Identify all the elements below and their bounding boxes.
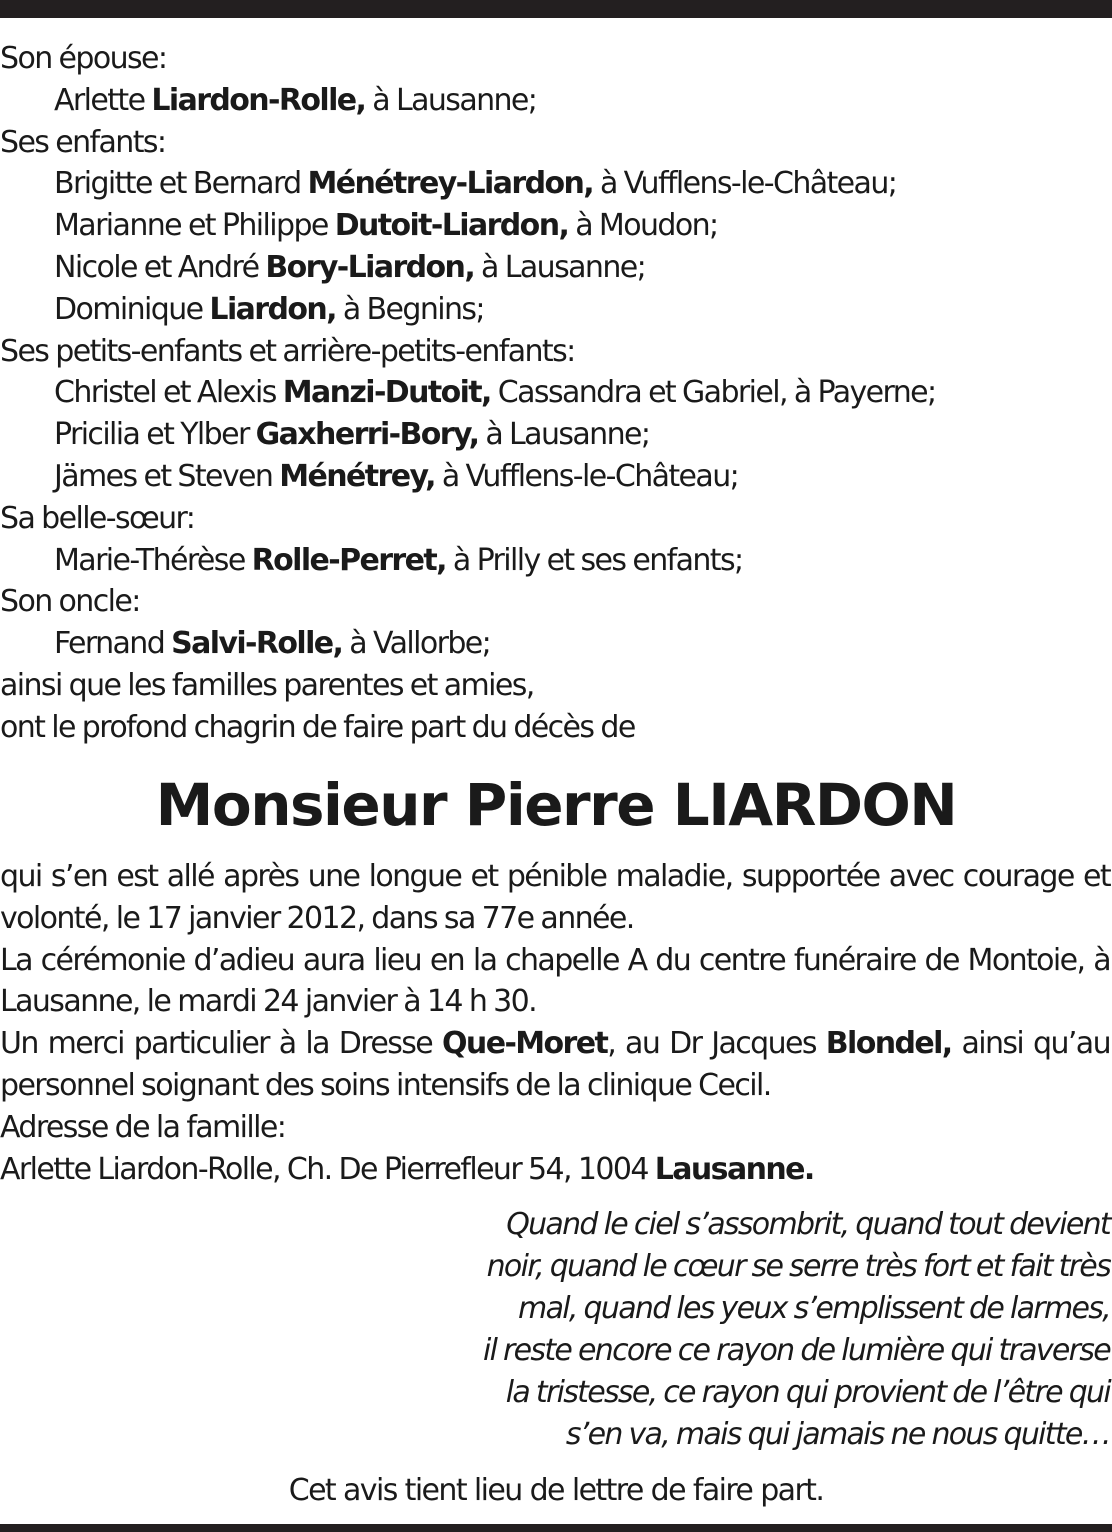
member-given-names: Fernand — [54, 626, 172, 662]
family-member — [0, 163, 1110, 205]
address-label: Adresse de la famille: — [0, 1109, 286, 1145]
member-surname: Manzi-Dutoit, — [282, 375, 491, 411]
member-given-names: Jämes et Steven — [54, 458, 280, 494]
member-surname: Ménétrey, — [279, 458, 435, 494]
bottom-rule — [0, 1524, 1112, 1532]
member-location: à Prilly et ses enfants; — [445, 542, 743, 578]
family-member — [0, 414, 1110, 456]
poem-line: Quand le ciel s’assombrit, quand tout devient — [506, 1207, 1110, 1242]
member-location: à Moudon; — [568, 208, 718, 244]
notice-body — [0, 856, 1110, 1190]
death-paragraph: qui s’en est allé après une longue et pénible maladie, supportée avec courage et volonté, le 17 janvier 2012, dans sa 77e année. — [0, 859, 1110, 936]
family-member — [0, 623, 1110, 665]
member-surname: Salvi-Rolle, — [171, 626, 343, 662]
ceremony-paragraph: La cérémonie d’adieu aura lieu en la chapelle A du centre funéraire de Montoie, à Lausanne, le mardi 24 janvier à 14 h 30. — [0, 942, 1110, 1020]
member-given-names: Nicole et André — [54, 249, 266, 285]
poem-line: noir, quand le cœur se serre très fort et fait très — [486, 1249, 1110, 1284]
thanks-text: Un merci particulier à la Dresse — [0, 1026, 443, 1062]
member-location: à Lausanne; — [474, 249, 646, 285]
thanks-name: Blondel, — [825, 1026, 952, 1062]
top-rule — [0, 0, 1112, 18]
poem-line: mal, quand les yeux s’emplissent de larmes, — [518, 1291, 1110, 1326]
family-member — [0, 540, 1110, 582]
poem-line: la tristesse, ce rayon qui provient de l’être qui — [505, 1375, 1110, 1410]
footer-note: Cet avis tient lieu de lettre de faire part. — [288, 1473, 824, 1508]
member-given-names: Brigitte et Bernard — [54, 166, 308, 202]
family-heading: Sa belle-sœur: — [0, 500, 195, 536]
thanks-text: , au Dr Jacques — [607, 1026, 826, 1062]
family-list — [0, 38, 1110, 749]
family-heading: Ses enfants: — [0, 124, 166, 160]
member-given-names: Arlette — [54, 82, 152, 118]
member-given-names: Christel et Alexis — [54, 375, 283, 411]
member-location: à Vallorbe; — [342, 626, 491, 662]
family-member — [0, 289, 1110, 331]
thanks-paragraph — [0, 1023, 1110, 1107]
member-location: à Vufflens-le-Château; — [593, 166, 897, 202]
member-given-names: Dominique — [54, 291, 210, 327]
member-location: à Begnins; — [335, 291, 484, 327]
member-given-names: Marianne et Philippe — [54, 208, 335, 244]
family-heading: Son épouse: — [0, 41, 167, 76]
deceased-name: Monsieur Pierre LIARDON — [155, 771, 957, 839]
member-surname: Dutoit-Liardon, — [334, 208, 569, 244]
member-given-names: Pricilia et Ylber — [54, 417, 256, 453]
poem — [360, 1204, 1110, 1456]
member-surname: Gaxherri-Bory, — [255, 417, 479, 453]
address-line — [0, 1149, 1110, 1191]
member-location: Cassandra et Gabriel, à Payerne; — [490, 375, 936, 411]
member-location: à Lausanne; — [478, 417, 650, 453]
member-location: à Vufflens-le-Château; — [434, 458, 739, 494]
closing-line: ont le profond chagrin de faire part du décès de — [0, 709, 635, 745]
poem-line: s’en va, mais qui jamais ne nous quitte… — [565, 1417, 1110, 1452]
family-member — [0, 247, 1110, 289]
address-city: Lausanne. — [654, 1151, 814, 1187]
member-surname: Ménétrey-Liardon, — [307, 166, 594, 202]
family-heading: Son oncle: — [0, 584, 140, 620]
member-surname: Liardon-Rolle, — [151, 82, 366, 118]
member-surname: Bory-Liardon, — [265, 249, 475, 285]
member-surname: Rolle-Perret, — [251, 542, 446, 578]
family-member — [0, 456, 1110, 498]
family-heading: Ses petits-enfants et arrière-petits-enfants: — [0, 333, 575, 369]
family-member — [0, 80, 1110, 122]
member-location: à Lausanne; — [365, 82, 537, 118]
family-member — [0, 205, 1110, 247]
member-given-names: Marie-Thérèse — [54, 542, 252, 578]
thanks-name: Que-Moret — [442, 1026, 608, 1062]
address-street: Arlette Liardon-Rolle, Ch. De Pierrefleur 54, 1004 — [0, 1151, 655, 1187]
family-member — [0, 372, 1110, 414]
poem-line: il reste encore ce rayon de lumière qui traverse — [482, 1333, 1110, 1368]
member-surname: Liardon, — [209, 291, 336, 327]
closing-line: ainsi que les familles parentes et amies, — [0, 667, 534, 703]
thanks-text: ainsi qu’au personnel soignant des soins intensifs de la clinique Cecil. — [0, 1026, 1110, 1103]
